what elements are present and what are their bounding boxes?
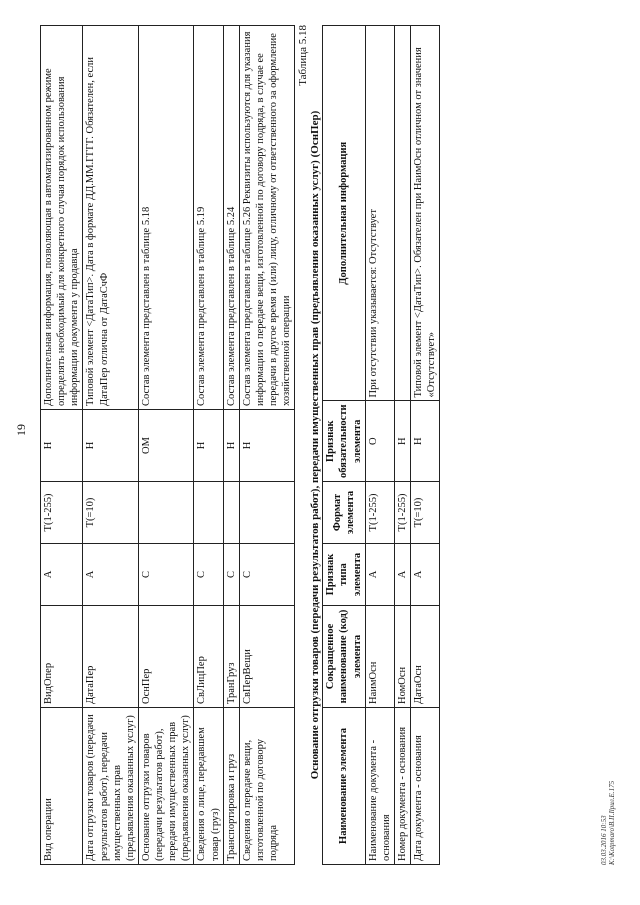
table-cell-format: Т(=10) (83, 482, 139, 544)
table-cell-code: СвПерВещи (239, 606, 295, 708)
table-cell-info: При отсутствии указывается: Отсутствует (365, 26, 394, 401)
table-cell-req: Н (194, 410, 223, 482)
table-cell-info (394, 26, 410, 401)
table-cell-info: Состав элемента представлен в таблице 5.18 (138, 26, 194, 410)
table-cell-code: НаимОсн (365, 606, 394, 708)
table-cell-code: НомОсн (394, 606, 410, 708)
table-row (394, 26, 410, 865)
table-cell-req: ОМ (138, 410, 194, 482)
table-cell-format: Т(=10) (411, 482, 440, 544)
table-cell-name: Сведения о лице, передавшем товар (груз) (194, 708, 223, 865)
table-cell-type: А (83, 544, 139, 606)
table-cell-req: Н (83, 410, 139, 482)
table-caption: Основание отгрузки товаров (передачи результатов работ), передачи имущественных прав (предъявления оказанных услуг) (ОснПер) (309, 110, 322, 780)
table-cell-req: Н (41, 410, 83, 482)
table-row (41, 26, 83, 865)
table-cell-type: А (365, 544, 394, 606)
table-row (223, 26, 239, 865)
table-cell-format (239, 482, 295, 544)
header-cell: Наименование элемента (323, 708, 365, 865)
table-cell-code: СвЛицПер (194, 606, 223, 708)
table-row (194, 26, 223, 865)
table-header-row (323, 26, 365, 865)
table-cell-name: Номер документа - основания (394, 708, 410, 865)
table-cell-req: О (365, 401, 394, 482)
table-row (239, 26, 295, 865)
footer-line: K:\Kotpmaro\B.II.Ilpuл.E.175 (608, 780, 617, 865)
table-row (83, 26, 139, 865)
table-cell-format (138, 482, 194, 544)
table-cell-type: А (411, 544, 440, 606)
table-cell-info: Типовой элемент <ДатаТип>. Дата в формате ДД.ММ.ГГГГ. Обязателен, если ДатаПер отлична от ДатаСчФ (83, 26, 139, 410)
table-cell-format: Т(1-255) (365, 482, 394, 544)
table-cell-code: ДатаОсн (411, 606, 440, 708)
table-cell-info: Состав элемента представлен в таблице 5.24 (223, 26, 239, 410)
footer-stamp (600, 781, 617, 865)
table-cell-format (194, 482, 223, 544)
table-cell-code: ДатаПер (83, 606, 139, 708)
page-number: 19 (14, 424, 28, 436)
table-cell-type: С (223, 544, 239, 606)
header-cell: Сокращенное наименование (код) элемента (323, 606, 365, 708)
table-cell-code: ОснПер (138, 606, 194, 708)
table-label: Таблица 5.18 (297, 25, 310, 86)
header-cell: Формат элемента (323, 482, 365, 544)
table-cell-req: Н (411, 401, 440, 482)
table-cell-name: Наименование документа - основания (365, 708, 394, 865)
table-row (138, 26, 194, 865)
table-cell-type: С (138, 544, 194, 606)
table-row (365, 26, 394, 865)
table-cell-format: Т(1-255) (41, 482, 83, 544)
header-cell: Признак типа элемента (323, 544, 365, 606)
table-cell-info: Состав элемента представлен в таблице 5.26 Реквизиты используются для указания информации о передаче вещи, изготовленной по договору подряда, в случае ее передачи в другое время и (или) лицу, отличному от ответственного за оформление хозяйственной операции (239, 26, 295, 410)
table-cell-info: Дополнительная информация, позволяющая в автоматизированном режиме определять необходимый для конкретного случая порядок использования информации документа у продавца (41, 26, 83, 410)
table-cell-format (223, 482, 239, 544)
table-bottom (322, 25, 440, 865)
table-cell-req: Н (239, 410, 295, 482)
table-row (411, 26, 440, 865)
table-cell-name: Дата документа - основания (411, 708, 440, 865)
table-cell-name: Сведения о передаче вещи, изготовленной по договору подряда (239, 708, 295, 865)
header-cell: Признак обязательности элемента (323, 401, 365, 482)
table-cell-name: Транспортировка и груз (223, 708, 239, 865)
table-cell-code: ТранГруз (223, 606, 239, 708)
table-cell-type: А (41, 544, 83, 606)
table-cell-type: С (194, 544, 223, 606)
table-cell-req: Н (394, 401, 410, 482)
footer-line: 03.03.2016 10:53 (600, 815, 608, 865)
table-cell-type: А (394, 544, 410, 606)
table-cell-info: Состав элемента представлен в таблице 5.19 (194, 26, 223, 410)
table-cell-name: Дата отгрузки товаров (передачи результатов работ), передачи имущественных прав (предъявления оказанных услуг) (83, 708, 139, 865)
table-cell-code: ВидОпер (41, 606, 83, 708)
table-cell-type: С (239, 544, 295, 606)
table-cell-format: Т(1-255) (394, 482, 410, 544)
table-cell-req: Н (223, 410, 239, 482)
table-cell-name: Основание отгрузки товаров (передачи результатов работ), передачи имущественных прав (предъявления оказанных услуг) (138, 708, 194, 865)
table-top (40, 25, 295, 865)
header-cell: Дополнительная информация (323, 26, 365, 401)
table-cell-info: Типовой элемент <ДатаТип>. Обязателен при НаимОсн отличном от значения «Отсутствует» (411, 26, 440, 401)
table-cell-name: Вид операции (41, 708, 83, 865)
